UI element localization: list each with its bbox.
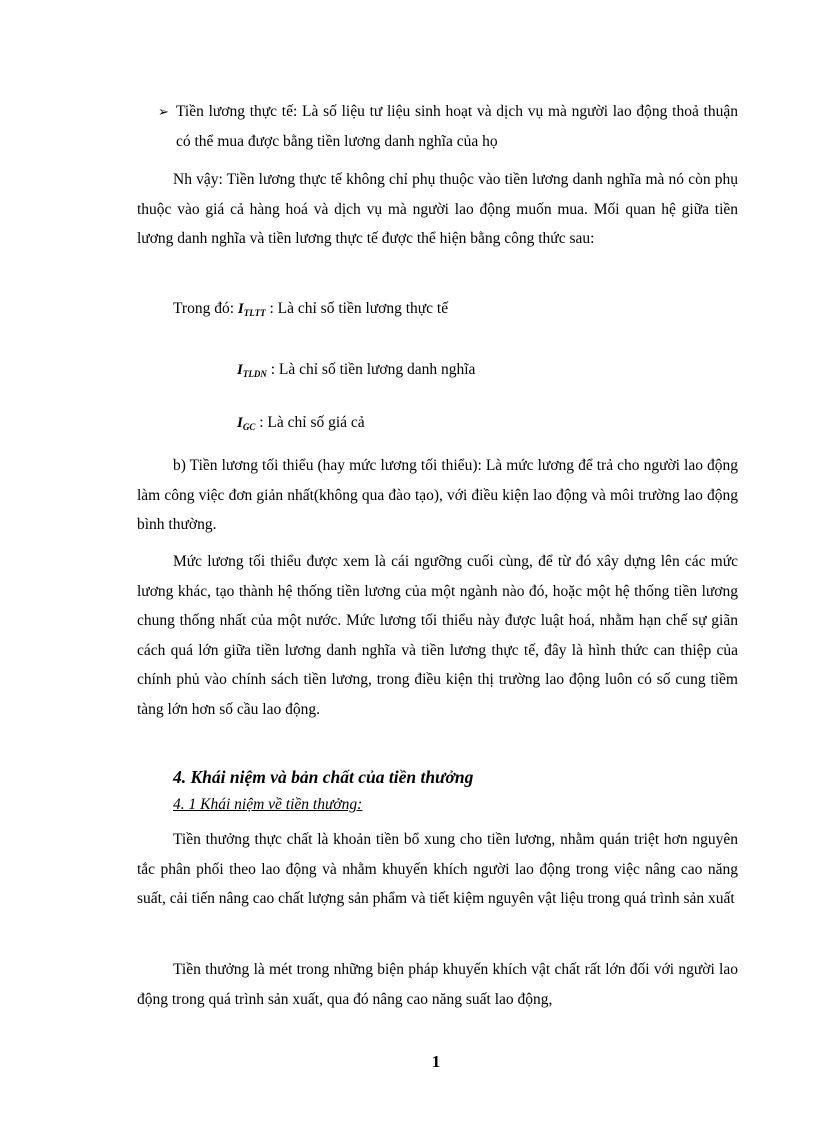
- symbol-i-tltt: $I_{TLTT}$: [237, 301, 266, 318]
- symbol-i-gc: $I_{GC}$: [237, 415, 256, 432]
- definition-desc: : Là chỉ số tiền lương danh nghĩa: [270, 361, 476, 378]
- paragraph-b: b) Tiền lương tối thiểu (hay mức lương tối thiểu): Là mức lương để trả cho người lao động làm công việc đơn giản nhất(không qua đào tạo), với điều kiện lao động và môi trường lao động bình thường.: [137, 457, 738, 533]
- paragraph-nh-vay: Nh vậy: Tiền lương thực tế không chỉ phụ thuộc vào tiền lương danh nghĩa mà nó còn phụ thuộc vào giá cả hàng hoá và dịch vụ mà người lao động muốn mua. Mối quan hệ giữa tiền lương danh nghĩa và tiền lương thực tế được thể hiện bằng công thức sau:: [137, 171, 738, 247]
- paragraph-thuong-1: Tiền thưởng thực chất là khoản tiền bổ xung cho tiền lương, nhằm quán triệt hơn nguyên tắc phân phối theo lao động và nhằm khuyến khích người lao động trong việc nâng cao năng suất, cải tiến nâng cao chất lượng sản phẩm và tiết kiệm nguyên vật liệu trong quá trình sản xuất: [137, 831, 738, 907]
- definition-row-gc: [237, 411, 365, 439]
- definitions-intro: Trong đó:: [173, 300, 235, 317]
- definition-desc: : Là chỉ số giá cả: [259, 414, 365, 431]
- bullet-text: Tiền lương thực tế: Là số liệu tư liệu sinh hoạt và dịch vụ mà người lao động thoả thuận có thể mua được bằng tiền lương danh nghĩa của họ: [176, 103, 738, 150]
- symbol-i-tldn: $I_{TLDN}$: [237, 362, 267, 379]
- definition-row-tltt: [173, 297, 448, 325]
- definition-desc: : Là chỉ số tiền lương thực tế: [269, 300, 449, 317]
- definition-row-tldn: [237, 358, 475, 386]
- heading-4: 4. Khái niệm và bản chất của tiền thưởng: [173, 767, 474, 787]
- bullet-item: [158, 97, 738, 156]
- heading-4-1: 4. 1 Khái niệm về tiền thưởng:: [173, 796, 363, 813]
- paragraph-thuong-2: Tiền thưởng là mét trong những biện pháp khuyến khích vật chất rất lớn đối với người lao động trong quá trình sản xuất, qua đó nâng cao năng suất lao động,: [137, 961, 738, 1008]
- arrowhead-bullet-icon: ➢: [158, 104, 169, 119]
- page-number: 1: [431, 1052, 441, 1071]
- paragraph-muc-luong: Mức lương tối thiểu được xem là cái ngưỡng cuối cùng, để từ đó xây dựng lên các mức lương khác, tạo thành hệ thống tiền lương của một ngành nào đó, hoặc một hệ thống tiền lương chung thống nhất của một nước. Mức lương tối thiểu này được luật hoá, nhằm hạn chế sự giãn cách quá lớn giữa tiền lương danh nghĩa và tiền lương thực tế, đây là hình thức can thiệp của chính phủ vào chính sách tiền lương, trong điều kiện thị trường lao động luôn có số cung tiềm tàng lớn hơn số cầu lao động.: [137, 553, 738, 718]
